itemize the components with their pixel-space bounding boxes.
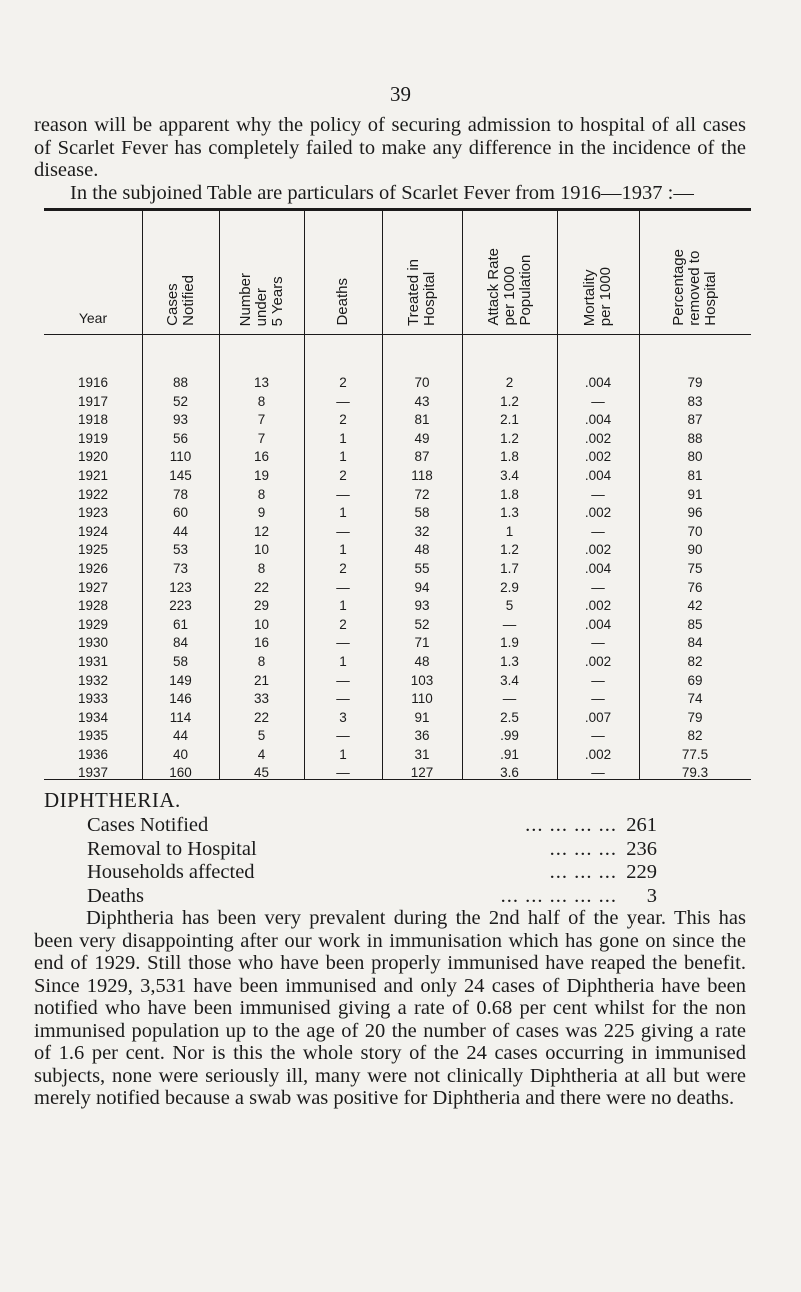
cell-percentage: 80: [687, 449, 703, 465]
cell-mortality: .004: [584, 412, 612, 428]
cell-cases: 149: [169, 672, 192, 688]
table-top-rule: [44, 208, 751, 211]
intro-text: [34, 114, 746, 204]
table-row: [44, 411, 751, 430]
cell-cases: 78: [172, 486, 189, 502]
stat-row: [87, 861, 657, 885]
table-row: [44, 430, 751, 449]
header-mortality: Mortality per 1000: [581, 266, 614, 326]
cell-year: 1937: [77, 765, 109, 781]
table-row: [44, 579, 751, 598]
cell-percentage: 88: [687, 430, 703, 446]
cell-treated: 110: [411, 691, 433, 707]
cell-percentage: 85: [687, 616, 703, 632]
cell-attack-rate: —: [502, 691, 517, 707]
cell-attack-rate: 2: [505, 375, 514, 390]
cell-attack-rate: 1.9: [500, 635, 519, 651]
cell-deaths: —: [336, 728, 350, 744]
cell-deaths: 1: [339, 430, 347, 446]
cell-year: 1931: [77, 653, 109, 669]
page-number: 39: [390, 82, 411, 106]
cell-attack-rate: 1.2: [500, 430, 519, 446]
cell-under-5: 12: [253, 523, 270, 539]
cell-treated: 127: [410, 765, 434, 781]
table-row: [44, 764, 751, 783]
cell-attack-rate: 1: [505, 523, 514, 539]
cell-under-5: 8: [257, 486, 266, 502]
cell-attack-rate: 3.6: [500, 765, 519, 781]
cell-cases: 73: [172, 560, 189, 576]
cell-mortality: .002: [584, 542, 612, 558]
header-cases-notified: Cases Notified: [163, 275, 197, 326]
cell-attack-rate: 2.9: [500, 579, 519, 595]
cell-attack-rate: 1.7: [500, 560, 519, 576]
cell-cases: 110: [169, 449, 192, 465]
table-row: [44, 709, 751, 728]
cell-percentage: 69: [687, 672, 703, 688]
cell-under-5: 21: [253, 672, 270, 688]
cell-under-5: 8: [257, 393, 266, 409]
diphtheria-stats: [87, 814, 657, 908]
cell-treated: 32: [414, 523, 430, 539]
cell-cases: 123: [169, 579, 192, 595]
cell-percentage: 83: [687, 393, 703, 409]
cell-cases: 160: [169, 765, 192, 781]
cell-under-5: 16: [253, 449, 270, 465]
cell-treated: 72: [414, 486, 430, 502]
cell-treated: 48: [414, 653, 430, 669]
cell-treated: 36: [414, 728, 430, 744]
stat-value: 236: [626, 837, 657, 860]
cell-mortality: .004: [584, 616, 612, 632]
cell-year: 1925: [77, 542, 109, 558]
cell-year: 1916: [77, 375, 109, 390]
diphtheria-heading: DIPHTHERIA.: [44, 788, 181, 812]
cell-percentage: 76: [687, 579, 703, 595]
cell-deaths: —: [336, 486, 350, 502]
table-row: [44, 486, 751, 505]
cell-mortality: —: [591, 523, 605, 539]
cell-mortality: —: [591, 486, 605, 502]
cell-percentage: 82: [687, 653, 703, 669]
cell-attack-rate: 2.1: [500, 412, 519, 428]
table-row: [44, 374, 751, 393]
intro-paragraph-1: reason will be apparent why the policy of securing admission to hospital of all cases of Scarlet Fever has completely failed to make any difference in the incidence of the disease.: [34, 114, 746, 181]
header-number-under-5: Number under 5 Years: [236, 272, 286, 326]
cell-under-5: 8: [257, 560, 266, 576]
cell-mortality: —: [591, 691, 605, 707]
stat-label: Cases Notified: [87, 814, 209, 836]
table-row: [44, 523, 751, 542]
cell-cases: 44: [172, 728, 189, 744]
cell-treated: 94: [414, 579, 430, 595]
cell-cases: 93: [172, 412, 189, 428]
cell-year: 1932: [77, 672, 109, 688]
cell-cases: 60: [172, 505, 189, 521]
cell-attack-rate: 3.4: [500, 467, 519, 483]
table-row: [44, 690, 751, 709]
cell-cases: 40: [172, 746, 189, 762]
leader-dots: ... ... ... ...: [525, 814, 617, 836]
header-year: Year: [78, 310, 108, 326]
cell-mortality: .002: [584, 505, 612, 521]
cell-deaths: 1: [339, 746, 347, 762]
cell-percentage: 75: [687, 560, 703, 576]
cell-percentage: 82: [687, 728, 703, 744]
cell-cases: 84: [172, 635, 189, 651]
table-row: [44, 448, 751, 467]
cell-percentage: 74: [687, 691, 703, 707]
intro-paragraph-2: In the subjoined Table are particulars of Scarlet Fever from 1916—1937 :—: [70, 181, 694, 204]
cell-attack-rate: 3.4: [500, 672, 519, 688]
stat-label: Removal to Hospital: [87, 837, 257, 860]
stat-label: Households affected: [87, 861, 255, 883]
cell-under-5: 8: [257, 653, 266, 669]
cell-deaths: 2: [339, 412, 347, 428]
cell-cases: 52: [172, 393, 189, 409]
cell-mortality: .002: [584, 746, 612, 762]
cell-treated: 31: [414, 746, 430, 762]
cell-treated: 93: [414, 598, 430, 614]
header-percentage-removed: Percentage removed to Hospital: [670, 249, 719, 326]
cell-attack-rate: 1.2: [500, 393, 519, 409]
cell-percentage: 42: [687, 598, 703, 614]
cell-mortality: .002: [584, 598, 612, 614]
cell-deaths: —: [336, 579, 350, 595]
cell-treated: 58: [414, 505, 430, 521]
cell-percentage: 96: [687, 505, 703, 521]
cell-mortality: .002: [584, 430, 612, 446]
cell-deaths: 1: [339, 598, 347, 614]
table-row: [44, 634, 751, 653]
cell-under-5: 45: [253, 765, 270, 781]
leader-dots: ... ... ...: [549, 861, 617, 883]
cell-cases: 61: [172, 616, 189, 632]
cell-under-5: 22: [253, 579, 270, 595]
cell-treated: 48: [414, 542, 430, 558]
cell-year: 1924: [77, 523, 109, 539]
cell-percentage: 79: [687, 709, 703, 725]
cell-treated: 81: [414, 412, 430, 428]
cell-attack-rate: 5: [505, 598, 514, 614]
cell-year: 1929: [77, 616, 109, 632]
cell-deaths: 3: [339, 709, 347, 725]
cell-year: 1920: [77, 449, 109, 465]
cell-year: 1917: [77, 393, 109, 409]
cell-cases: 146: [169, 691, 192, 707]
cell-mortality: —: [591, 672, 605, 688]
cell-mortality: .002: [584, 449, 612, 465]
cell-mortality: —: [591, 579, 605, 595]
cell-attack-rate: 1.8: [500, 449, 519, 465]
stat-value: 261: [626, 814, 657, 836]
diphtheria-body: [34, 907, 746, 1110]
cell-mortality: —: [591, 765, 605, 781]
cell-attack-rate: —: [502, 616, 517, 632]
cell-treated: 103: [410, 672, 434, 688]
table-row: [44, 560, 751, 579]
cell-year: 1927: [77, 579, 109, 595]
cell-under-5: 22: [253, 709, 270, 725]
cell-treated: 55: [414, 560, 430, 576]
scarlet-fever-table: [44, 208, 751, 781]
header-treated-in-hospital: Treated in Hospital: [405, 259, 438, 326]
cell-percentage: 70: [687, 523, 703, 539]
cell-year: 1921: [77, 467, 109, 483]
cell-year: 1918: [77, 412, 109, 428]
cell-year: 1922: [77, 486, 109, 502]
cell-attack-rate: 1.2: [500, 542, 519, 558]
cell-deaths: —: [336, 691, 350, 707]
cell-under-5: 7: [257, 430, 266, 446]
cell-attack-rate: 1.8: [500, 486, 519, 502]
table-row: [44, 653, 751, 672]
stat-value: 3: [646, 884, 657, 907]
stat-row: [87, 814, 657, 838]
table-row: [44, 672, 751, 691]
cell-deaths: 1: [339, 653, 347, 669]
table-row: [44, 746, 751, 765]
table-row: [44, 504, 751, 523]
cell-cases: 223: [169, 598, 192, 614]
cell-treated: 49: [414, 430, 430, 446]
cell-under-5: 5: [257, 728, 266, 744]
cell-treated: 43: [414, 393, 430, 409]
stat-row: [87, 885, 657, 909]
cell-mortality: .004: [584, 467, 612, 483]
header-attack-rate: Attack Rate per 1000 Population: [484, 248, 534, 326]
cell-percentage: 84: [687, 635, 703, 651]
cell-under-5: 4: [257, 746, 266, 762]
cell-deaths: —: [336, 672, 350, 688]
cell-deaths: —: [336, 765, 350, 781]
cell-deaths: 2: [339, 616, 347, 632]
table-row: [44, 597, 751, 616]
cell-deaths: 1: [339, 542, 347, 558]
cell-under-5: 10: [253, 542, 270, 558]
cell-under-5: 19: [253, 467, 270, 483]
cell-under-5: 10: [253, 616, 270, 632]
cell-percentage: 91: [687, 486, 703, 502]
cell-percentage: 87: [687, 412, 703, 428]
table-row: [44, 541, 751, 560]
cell-under-5: 16: [253, 635, 270, 651]
cell-attack-rate: .91: [500, 746, 519, 762]
cell-year: 1933: [77, 691, 109, 707]
cell-cases: 44: [172, 523, 189, 539]
cell-mortality: .004: [584, 560, 612, 576]
cell-percentage: 77.5: [681, 746, 709, 762]
cell-mortality: .004: [584, 375, 612, 390]
cell-cases: 58: [172, 653, 189, 669]
cell-treated: 91: [414, 709, 430, 725]
leader-dots: ... ... ...: [549, 837, 617, 860]
cell-deaths: —: [336, 523, 350, 539]
cell-deaths: 1: [339, 505, 347, 521]
table-header-rule: [44, 334, 751, 335]
cell-treated: 71: [414, 635, 430, 651]
cell-cases: 145: [169, 467, 192, 483]
cell-year: 1930: [77, 635, 109, 651]
table-row: [44, 616, 751, 635]
cell-attack-rate: 1.3: [500, 653, 519, 669]
cell-treated: 87: [414, 449, 430, 465]
cell-mortality: .007: [584, 709, 612, 725]
stat-label: Deaths: [87, 884, 144, 907]
cell-attack-rate: .99: [500, 728, 519, 744]
cell-year: 1936: [77, 746, 109, 762]
cell-deaths: 1: [339, 449, 347, 465]
cell-year: 1919: [77, 430, 109, 446]
cell-under-5: 13: [253, 375, 270, 390]
cell-cases: 53: [172, 542, 189, 558]
cell-under-5: 29: [253, 598, 270, 614]
table-row: [44, 393, 751, 412]
cell-year: 1934: [77, 709, 109, 725]
table-row: [44, 727, 751, 746]
cell-percentage: 90: [687, 542, 703, 558]
table-body: [44, 374, 751, 783]
cell-deaths: 2: [339, 467, 347, 483]
cell-under-5: 9: [257, 505, 266, 521]
cell-treated: 52: [414, 616, 430, 632]
cell-treated: 70: [414, 375, 430, 390]
cell-mortality: —: [591, 728, 605, 744]
cell-mortality: .002: [584, 653, 612, 669]
cell-attack-rate: 1.3: [500, 505, 519, 521]
cell-year: 1923: [77, 505, 109, 521]
cell-percentage: 79.3: [681, 765, 709, 781]
cell-deaths: —: [336, 393, 350, 409]
cell-year: 1926: [77, 560, 109, 576]
table-row: [44, 467, 751, 486]
cell-attack-rate: 2.5: [500, 709, 519, 725]
leader-dots: ... ... ... ... ...: [500, 884, 617, 907]
cell-year: 1928: [77, 598, 109, 614]
cell-deaths: —: [336, 635, 350, 651]
cell-percentage: 79: [687, 375, 703, 390]
cell-year: 1935: [77, 728, 109, 744]
cell-under-5: 7: [257, 412, 266, 428]
cell-under-5: 33: [253, 691, 270, 707]
cell-treated: 118: [411, 467, 433, 483]
cell-deaths: 2: [339, 560, 347, 576]
header-deaths: Deaths: [334, 278, 351, 326]
cell-mortality: —: [591, 635, 605, 651]
cell-deaths: 2: [339, 375, 347, 390]
cell-cases: 56: [172, 430, 189, 446]
diphtheria-paragraph: Diphtheria has been very prevalent during the 2nd half of the year. This has been very disappointing after our work in immunisation which has gone on since the end of 1929. Still those who have been properly immunised have reaped the benefit. Since 1929, 3,531 have been immunised and only 24 cases of Diphtheria have been notified who have been immunised giving a rate of 0.68 per cent whilst for the non immunised population up to the age of 20 the number of cases was 225 giving a rate of 1.6 per cent. Nor is this the whole story of the 24 cases occurring in immunised subjects, none were seriously ill, many were not clinically Diphtheria at all but were merely notified because a swab was positive for Diphtheria and there were no deaths.: [34, 907, 746, 1109]
stat-row: [87, 838, 657, 862]
cell-cases: 88: [172, 375, 189, 390]
stat-value: 229: [626, 861, 657, 883]
cell-cases: 114: [169, 709, 192, 725]
cell-percentage: 81: [687, 467, 703, 483]
cell-mortality: —: [591, 393, 605, 409]
